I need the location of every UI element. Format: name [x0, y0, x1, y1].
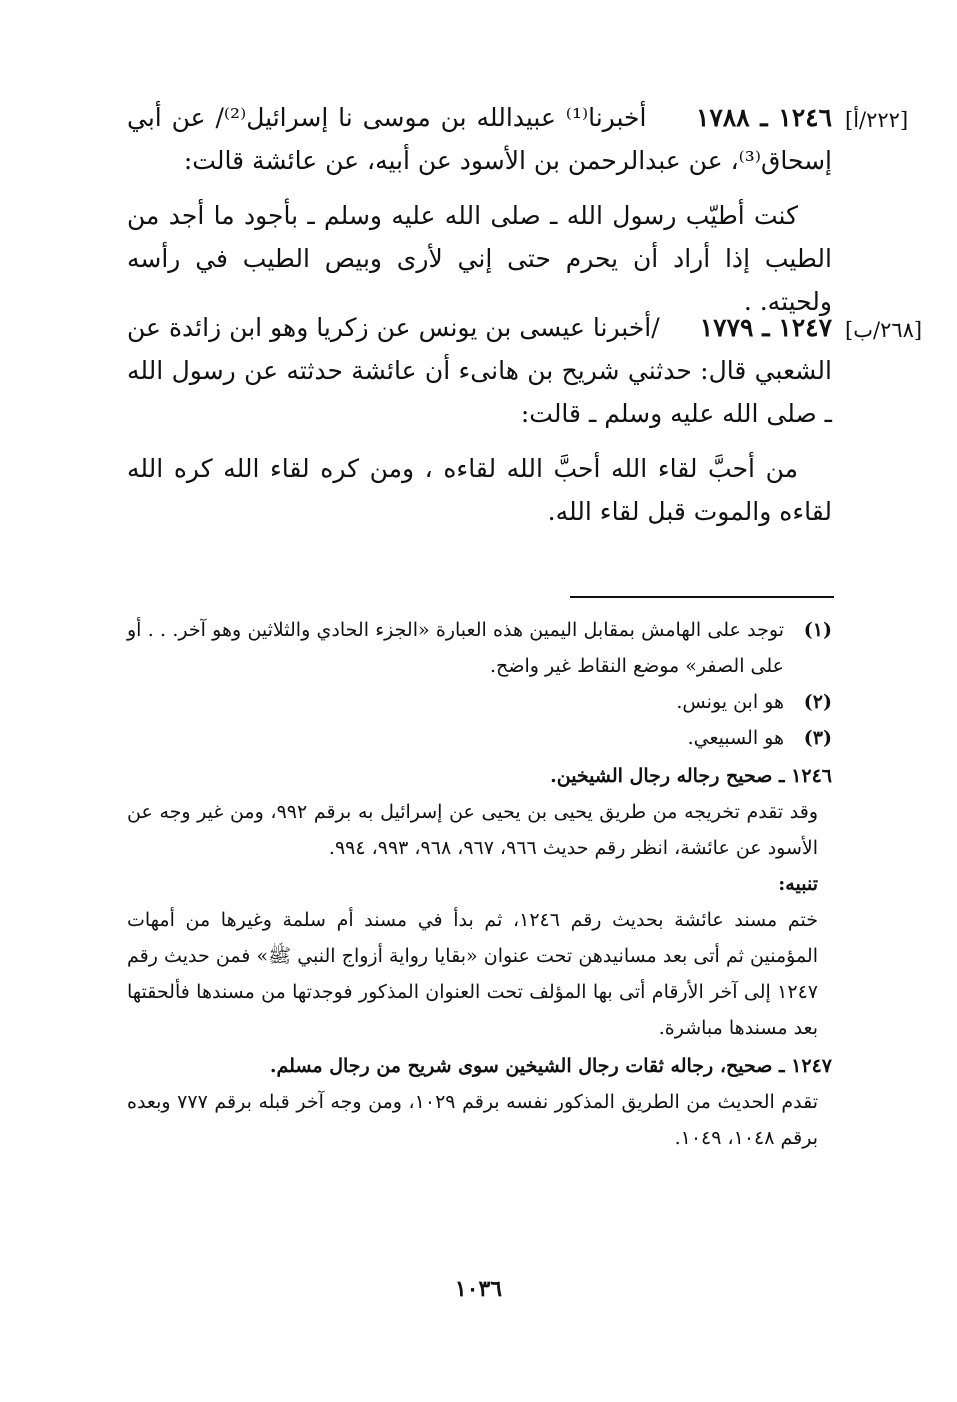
hadith-1247: [127, 306, 832, 533]
takhrij-note-1247-body: تقدم الحديث من الطريق المذكور نفسه برقم ١٠٢٩، ومن وجه آخر قبله برقم ٧٧٧ وبعده برقم ١٠٤٨، ١٠٤٩.: [127, 1091, 819, 1149]
takhrij-note-1246: [127, 758, 832, 1046]
margin-reference-1: [٢٢٢/أ]: [845, 108, 909, 132]
footnote-2-text: هو ابن يونس.: [676, 691, 784, 713]
footnote-1: [127, 612, 832, 684]
hadith-1246-number: ١٢٤٦ ـ ١٧٨٨: [695, 103, 833, 132]
page-number: ١٠٣٦: [454, 1276, 503, 1302]
takhrij-note-1247: [127, 1048, 832, 1156]
takhrij-note-1246-subhead: تنبيه:: [778, 873, 818, 895]
footnote-3: [127, 720, 832, 756]
hadith-1246-isnad: [127, 96, 832, 182]
footnote-1-mark: (١): [803, 619, 832, 641]
hadith-1246-matn: كنت أطيّب رسول الله ـ صلى الله عليه وسلم ـ بأجود ما أجد من الطيب إذا أراد أن يحرم حتى إني لأرى وبيص الطيب في رأسه ولحيته. .: [127, 201, 832, 316]
hadith-1247-matn: من أحبَّ لقاء الله أحبَّ الله لقاءه ، ومن كره لقاء الله كره الله لقاءه والموت قبل لقاء الله.: [127, 454, 832, 526]
footnotes-section: [127, 612, 832, 1156]
footnote-separator: [570, 596, 834, 598]
takhrij-note-1247-head: ١٢٤٧ ـ صحيح، رجاله ثقات رجال الشيخين سوى شريح من رجال مسلم.: [269, 1055, 832, 1077]
hadith-1247-number: ١٢٤٧ ـ ١٧٧٩: [699, 313, 833, 342]
footnote-1-text: توجد على الهامش بمقابل اليمين هذه العبارة «الجزء الحادي والثلاثين وهو آخر. . . أو على الصفر» موضع النقاط غير واضح.: [127, 619, 784, 677]
footnote-2-mark: (٢): [803, 691, 832, 713]
hadith-1246-isnad-text: أخبرنا⁽¹⁾ عبيدالله بن موسى نا إسرائيل⁽²⁾/ عن أبي إسحاق⁽³⁾، عن عبدالرحمن بن الأسود عن أبيه، عن عائشة قالت:: [127, 103, 832, 175]
hadith-1247-isnad-text: /أخبرنا عيسى بن يونس عن زكريا وهو ابن زائدة عن الشعبي قال: حدثني شريح بن هانىء أن عائشة حدثته عن رسول الله ـ صلى الله عليه وسلم ـ قالت:: [127, 313, 832, 428]
footnote-3-mark: (٣): [803, 727, 832, 749]
footnote-2: [127, 684, 832, 720]
hadith-1246: [127, 96, 832, 323]
takhrij-note-1246-body: وقد تقدم تخريجه من طريق يحيى بن يحيى عن إسرائيل به برقم ٩٩٢، ومن غير وجه عن الأسود عن عائشة، انظر رقم حديث ٩٦٦، ٩٦٧، ٩٦٨، ٩٩٣، ٩٩٤.: [127, 801, 818, 859]
hadith-1247-isnad: [127, 306, 832, 435]
margin-reference-2: [٢٦٨/ب]: [845, 318, 923, 342]
footnote-3-text: هو السبيعي.: [687, 727, 784, 749]
takhrij-note-1246-head: ١٢٤٦ ـ صحيح رجاله رجال الشيخين.: [550, 765, 832, 787]
takhrij-note-1246-sub-body: ختم مسند عائشة بحديث رقم ١٢٤٦، ثم بدأ في مسند أم سلمة وغيرها من أمهات المؤمنين ثم أتى بعد مسانيدهن تحت عنوان «بقايا رواية أزواج النبي ﷺ» فمن حديث رقم ١٢٤٧ إلى آخر الأرقام أتى بها المؤلف تحت العنوان المذكور فوجدتها من مسندها فألحقتها بعد مسندها مباشرة.: [127, 909, 818, 1039]
